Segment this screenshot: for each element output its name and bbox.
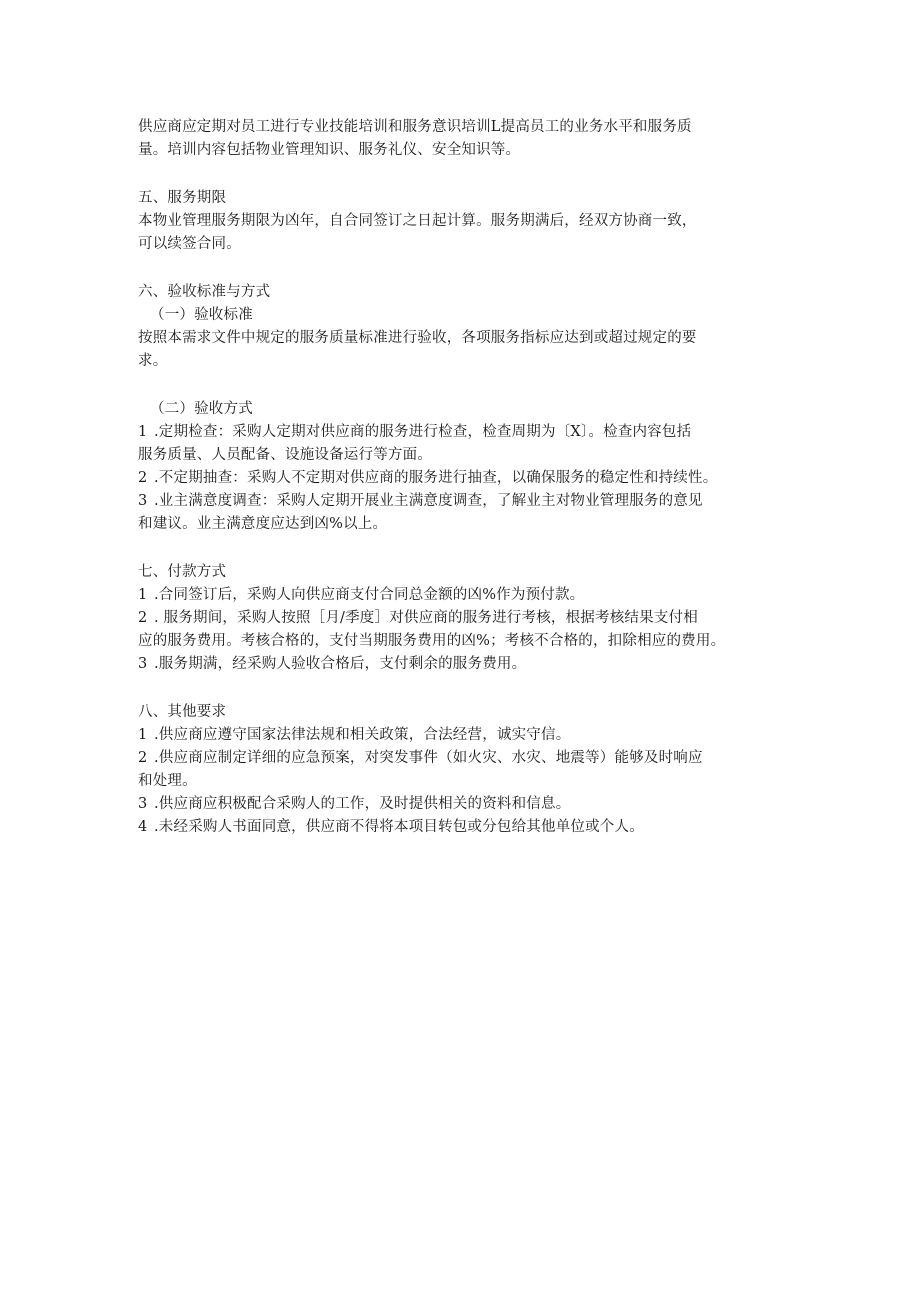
list-item (138, 607, 788, 653)
item-text: .服务期满，经采购人验收合格后，支付剩余的服务费用。 (154, 656, 527, 672)
item-number: 3 (138, 796, 148, 812)
text-line: 应的服务费用。考核合格的，支付当期服务费用的凶%；考核不合格的，扣除相应的费用。 (138, 633, 726, 649)
item-number: 1 (138, 424, 148, 440)
item-text: .未经采购人书面同意，供应商不得将本项目转包或分包给其他单位或个人。 (154, 819, 644, 835)
section-heading: 六、验收标准与方式 (138, 284, 271, 300)
text-line: 和处理。 (138, 773, 197, 789)
text-line: 量。培训内容包括物业管理知识、服务礼仪、安全知识等。 (138, 142, 521, 158)
item-text: .合同签订后，采购人向供应商支付合同总金额的凶%作为预付款。 (154, 587, 585, 603)
text-line: 服务质量、人员配备、设施设备运行等方面。 (138, 447, 432, 463)
section-service-period (138, 187, 788, 256)
text-line: 和建议。业主满意度应达到凶%以上。 (138, 516, 388, 532)
document-page (138, 116, 788, 839)
item-text: .供应商应制定详细的应急预案，对突发事件（如火灾、水灾、地震等）能够及时响应 (154, 750, 703, 766)
text-line: 求。 (138, 353, 168, 369)
section-acceptance (138, 281, 788, 536)
item-number: 2 (138, 610, 148, 626)
list-item (138, 421, 788, 467)
list-item (138, 724, 788, 747)
item-number: 3 (138, 493, 148, 509)
subsection-heading: （二）验收方式 (150, 401, 253, 417)
section-other-requirements (138, 701, 788, 839)
item-text: .供应商应积极配合采购人的工作，及时提供相关的资料和信息。 (154, 796, 571, 812)
list-item (138, 467, 788, 490)
list-item (138, 584, 788, 607)
item-number: 1 (138, 727, 148, 743)
item-number: 4 (138, 819, 148, 835)
item-text: .定期检查：采购人定期对供应商的服务进行检查，检查周期为〔X〕。检查内容包括 (154, 424, 692, 440)
list-item (138, 793, 788, 816)
section-heading: 五、服务期限 (138, 190, 227, 206)
item-text: .供应商应遵守国家法律法规和相关政策，合法经营，诚实守信。 (154, 727, 571, 743)
list-item (138, 490, 788, 536)
item-text: .不定期抽查：采购人不定期对供应商的服务进行抽查，以确保服务的稳定性和持续性。 (154, 470, 718, 486)
section-heading: 七、付款方式 (138, 564, 227, 580)
text-line: 本物业管理服务期限为凶年，自合同签订之日起计算。服务期满后，经双方协商一致， (138, 213, 697, 229)
text-line: 可以续签合同。 (138, 236, 241, 252)
item-number: 3 (138, 656, 148, 672)
item-text: . 服务期间，采购人按照［月/季度］对供应商的服务进行考核，根据考核结果支付相 (154, 610, 698, 626)
item-text: .业主满意度调查：采购人定期开展业主满意度调查，了解业主对物业管理服务的意见 (154, 493, 703, 509)
list-item (138, 747, 788, 793)
intro-paragraph (138, 116, 788, 162)
text-line: 供应商应定期对员工进行专业技能培训和服务意识培训L提高员工的业务水平和服务质 (138, 119, 692, 135)
item-number: 2 (138, 750, 148, 766)
item-number: 1 (138, 587, 148, 603)
list-item (138, 653, 788, 676)
subsection-heading: （一）验收标准 (150, 307, 253, 323)
section-payment (138, 561, 788, 676)
list-item (138, 816, 788, 839)
item-number: 2 (138, 470, 148, 486)
text-line: 按照本需求文件中规定的服务质量标准进行验收，各项服务指标应达到或超过规定的要 (138, 330, 697, 346)
section-heading: 八、其他要求 (138, 704, 227, 720)
